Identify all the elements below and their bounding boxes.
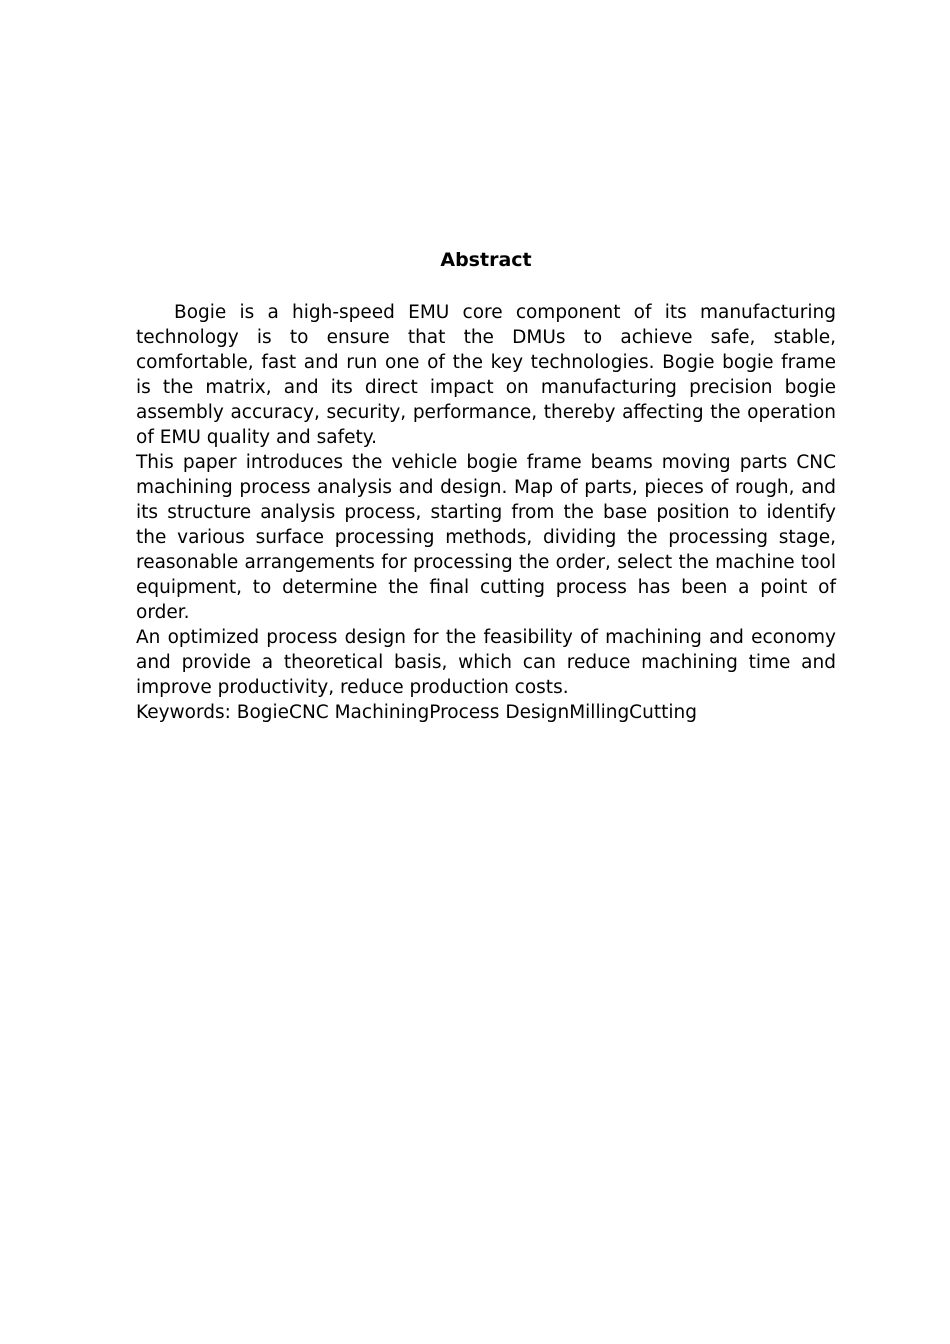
abstract-paragraph-3: An optimized process design for the feasibility of machining and economy and provide a theoretical basis, which can reduce machining time and improve productivity, reduce production costs. [136, 627, 836, 698]
abstract-body [136, 300, 836, 725]
abstract-paragraph-1: Bogie is a high-speed EMU core component of its manufacturing technology is to ensure that the DMUs to achieve safe, stable, comfortable, fast and run one of the key technologies. Bogie bogie frame is the matrix, and its direct impact on manufacturing precision bogie assembly accuracy, security, performance, thereby affecting the operation of EMU quality and safety. [136, 302, 836, 448]
abstract-paragraph-2: This paper introduces the vehicle bogie frame beams moving parts CNC machining process analysis and design. Map of parts, pieces of rough, and its structure analysis process, starting from the base position to identify the various surface processing methods, dividing the processing stage, reasonable arrangements for processing the order, select the machine tool equipment, to determine the final cutting process has been a point of order. [136, 452, 836, 623]
abstract-section [136, 248, 836, 725]
keywords-line: Keywords: BogieCNC MachiningProcess DesignMillingCutting [136, 702, 697, 723]
abstract-title: Abstract [440, 249, 532, 271]
